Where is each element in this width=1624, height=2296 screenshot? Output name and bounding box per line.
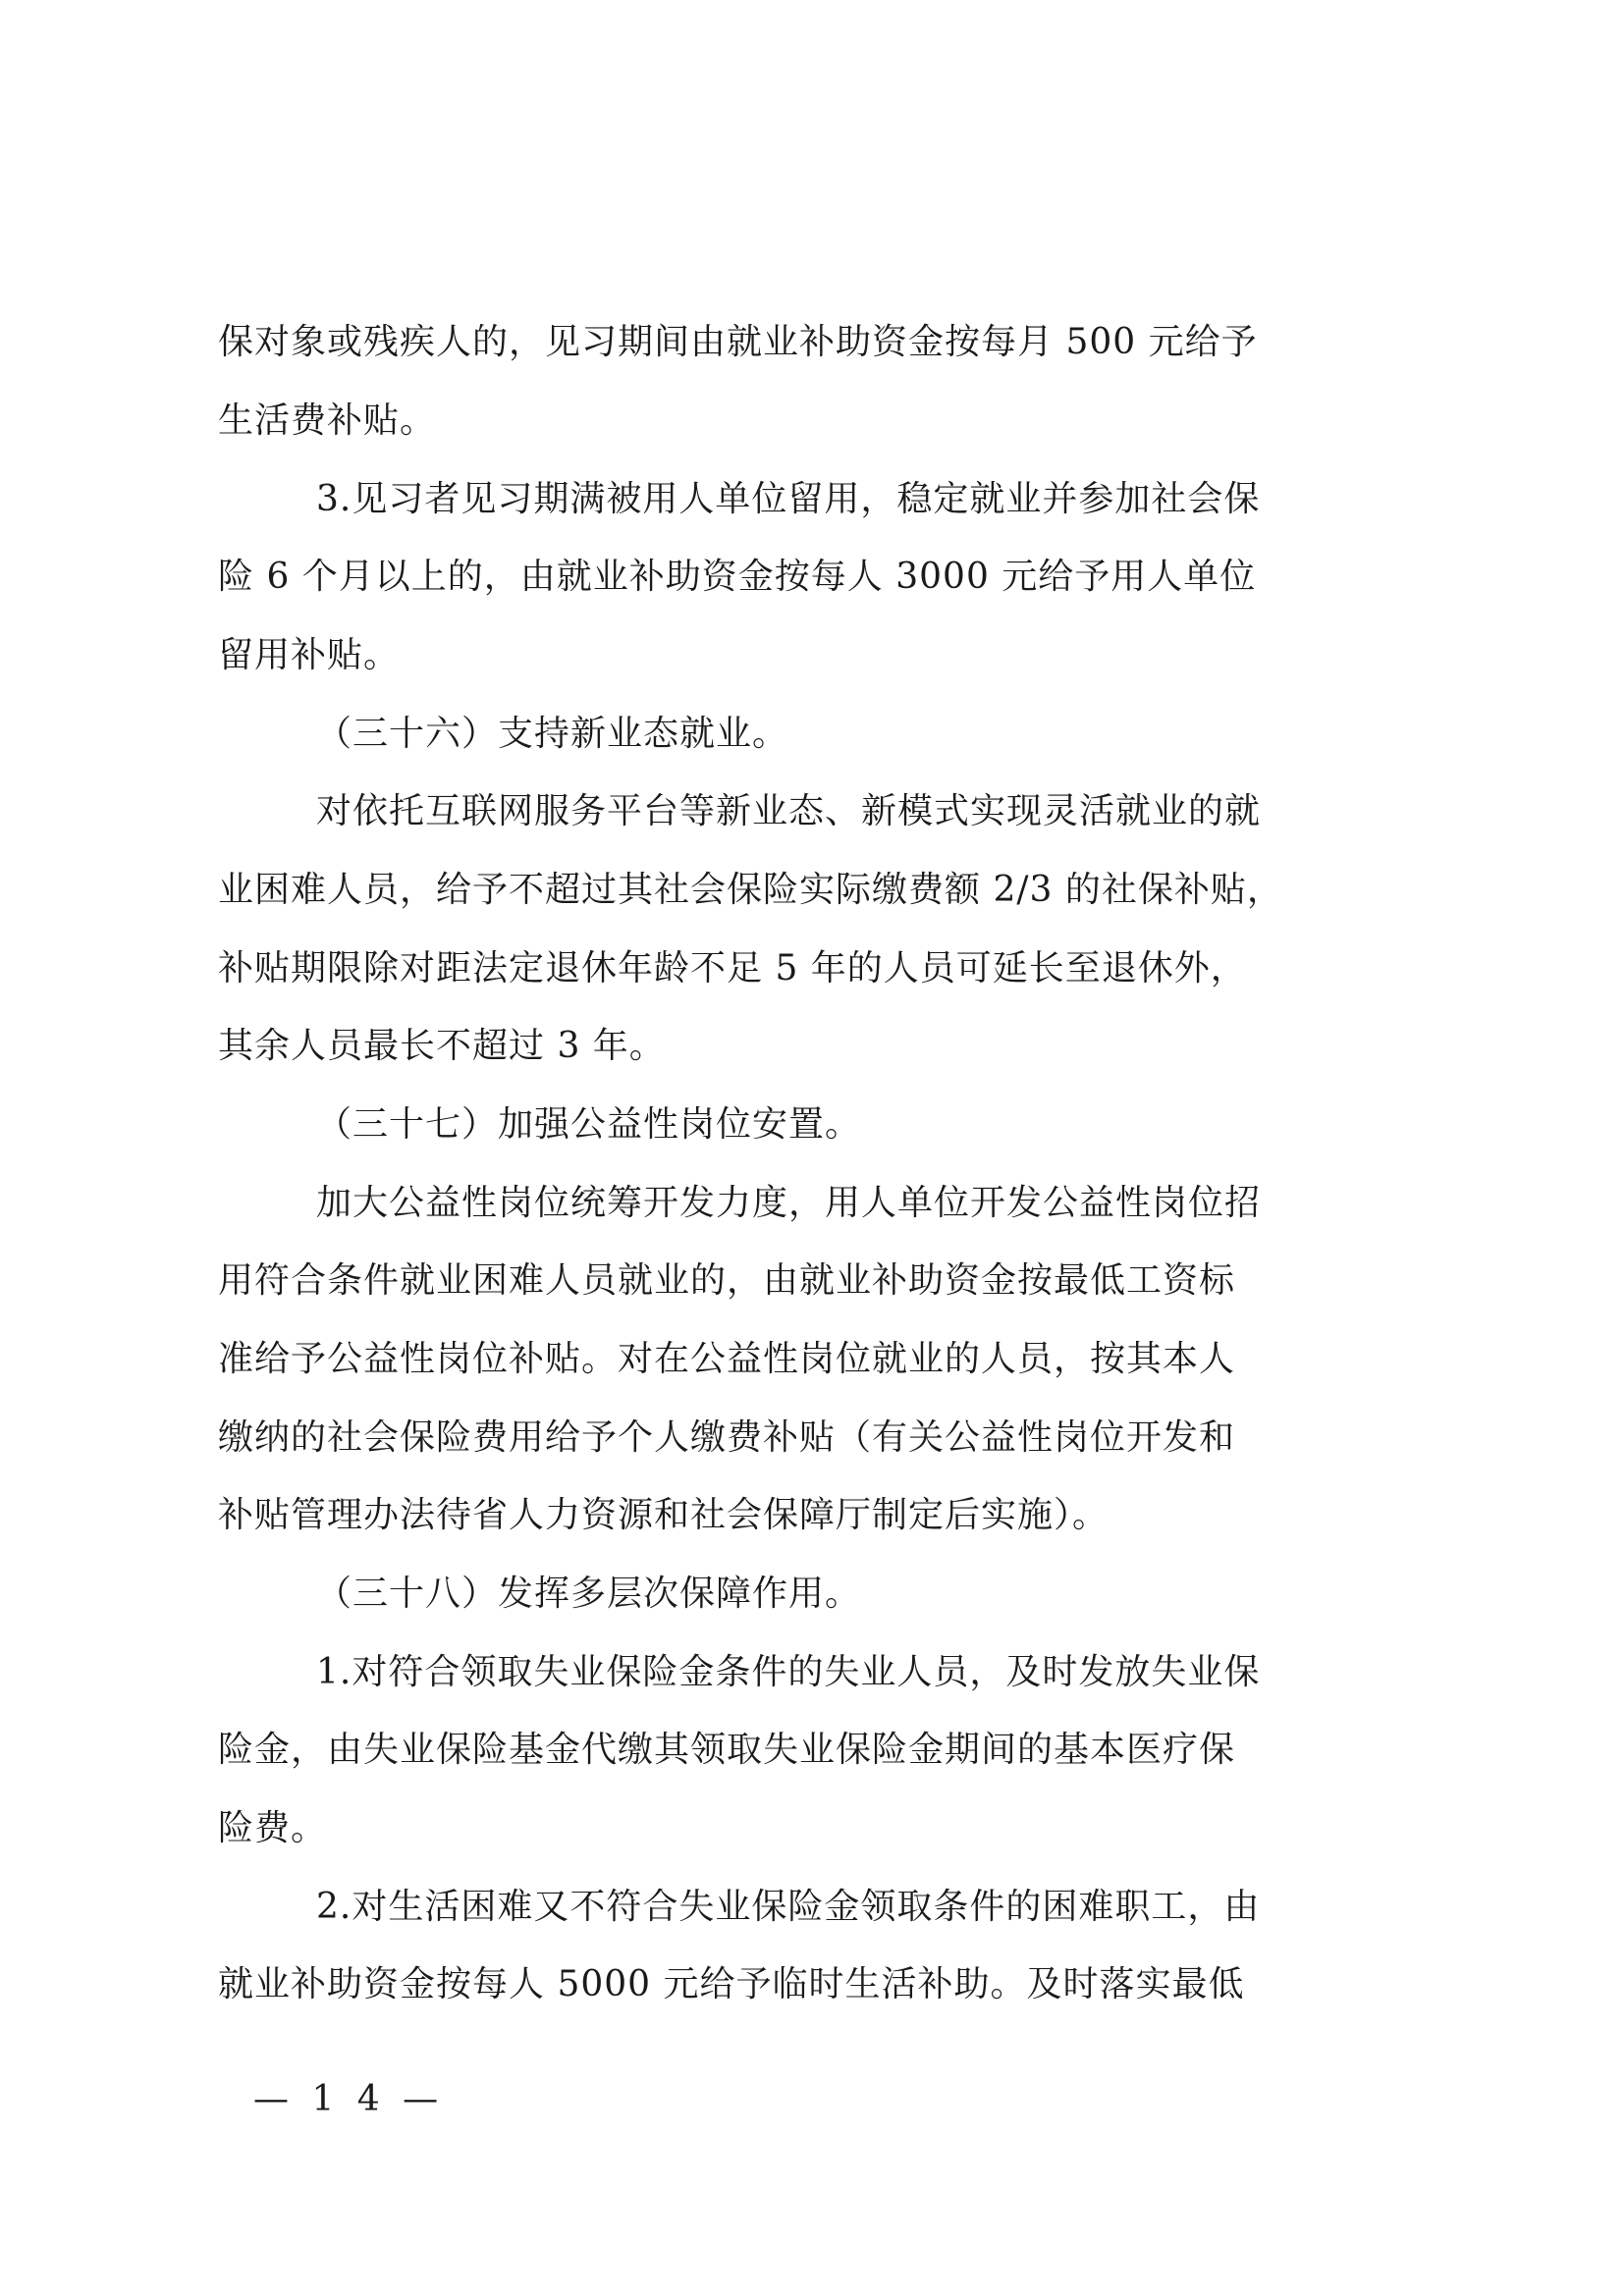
section-heading: （三十八）发挥多层次保障作用。	[316, 1574, 862, 1614]
text-line: 留用补贴。	[218, 635, 401, 675]
page-number: — 1 4 —	[253, 2079, 445, 2119]
text-line: 2.对生活困难又不符合失业保险金领取条件的困难职工，由	[316, 1887, 1261, 1927]
text-line: 险 6 个月以上的，由就业补助资金按每人 3000 元给予用人单位	[218, 557, 1257, 597]
text-line: 险费。	[218, 1808, 328, 1848]
text-line: 生活费补贴。	[218, 400, 437, 441]
text-line: 准给予公益性岗位补贴。对在公益性岗位就业的人员，按其本人	[218, 1339, 1236, 1379]
text-line: 险金，由失业保险基金代缴其领取失业保险金期间的基本医疗保	[218, 1730, 1236, 1770]
text-line: 对依托互联网服务平台等新业态、新模式实现灵活就业的就	[316, 791, 1262, 831]
text-line: 补贴期限除对距法定退休年龄不足 5 年的人员可延长至退休外，	[218, 948, 1247, 988]
text-line: 业困难人员，给予不超过其社会保险实际缴费额 2/3 的社保补贴，	[218, 870, 1283, 910]
text-line: 加大公益性岗位统筹开发力度，用人单位开发公益性岗位招	[316, 1183, 1262, 1223]
text-line: 3.见习者见习期满被用人单位留用，稳定就业并参加社会保	[316, 479, 1261, 519]
text-line: 缴纳的社会保险费用给予个人缴费补贴（有关公益性岗位开发和	[218, 1417, 1236, 1458]
text-line: 补贴管理办法待省人力资源和社会保障厅制定后实施）。	[218, 1495, 1110, 1535]
text-line: 用符合条件就业困难人员就业的，由就业补助资金按最低工资标	[218, 1260, 1236, 1301]
section-heading: （三十六）支持新业态就业。	[316, 714, 789, 754]
text-line: 1.对符合领取失业保险金条件的失业人员，及时发放失业保	[316, 1652, 1261, 1692]
section-heading: （三十七）加强公益性岗位安置。	[316, 1104, 862, 1145]
text-line: 其余人员最长不超过 3 年。	[218, 1026, 666, 1066]
text-line: 保对象或残疾人的，见习期间由就业补助资金按每月 500 元给予	[218, 322, 1258, 362]
text-line: 就业补助资金按每人 5000 元给予临时生活补助。及时落实最低	[218, 1964, 1245, 2004]
